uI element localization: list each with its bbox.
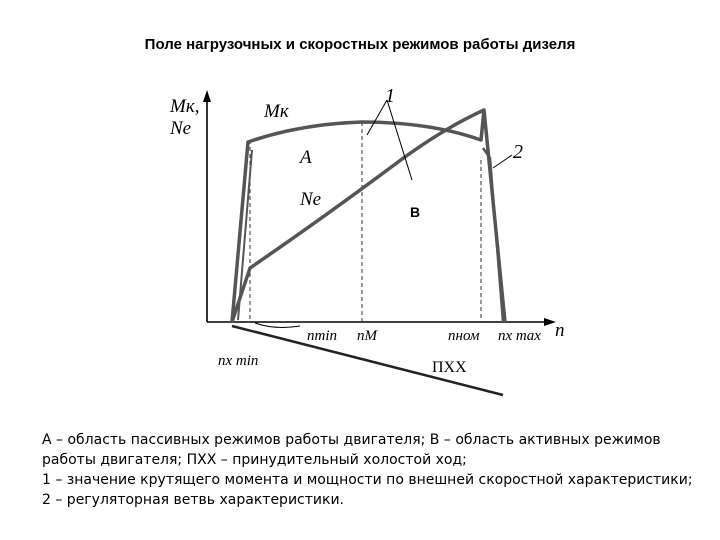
n-m-label: nM: [357, 328, 377, 344]
y-axis-label-mk: Mк,: [170, 96, 200, 117]
y-axis-arrow: [203, 90, 211, 102]
x-axis-label-n: n: [555, 320, 565, 341]
region-b-label: B: [410, 204, 421, 220]
caption-line-3: 1 – значение крутящего момента и мощности по внешней скоростной характеристики;: [42, 472, 693, 488]
region-a-label: A: [300, 147, 312, 168]
caption-line-1: А – область пассивных режимов работы двигателя; В – область активных режимов: [42, 432, 661, 448]
n-min-tilde: [255, 323, 300, 327]
n-x-max-label: nх max: [498, 328, 541, 344]
mk-curve-label: Mк: [264, 101, 289, 122]
regulator-branch-curve: [483, 148, 503, 322]
caption-line-4: 2 – регуляторная ветвь характеристики.: [42, 492, 344, 508]
ne-curve-label: Ne: [300, 189, 322, 210]
n-nom-label: nном: [448, 328, 480, 344]
mk-torque-curve: [232, 110, 505, 322]
pxx-label: ПХХ: [432, 359, 467, 376]
callout-2-label: 2: [513, 141, 523, 163]
callout-1-leader-a: [367, 100, 387, 135]
diagram-title: Поле нагрузочных и скоростных режимов работы дизеля: [144, 36, 576, 53]
callout-1-label: 1: [385, 85, 395, 107]
ne-power-curve: [232, 110, 484, 322]
caption: [42, 430, 712, 510]
callout-2-leader: [493, 155, 512, 168]
n-min-label: nmin: [307, 328, 337, 344]
n-x-min-label: nх min: [218, 353, 259, 369]
caption-line-2: работы двигателя; ПХХ – принудительный холостой ход;: [42, 452, 467, 468]
y-axis-label-ne: Ne: [170, 118, 192, 139]
